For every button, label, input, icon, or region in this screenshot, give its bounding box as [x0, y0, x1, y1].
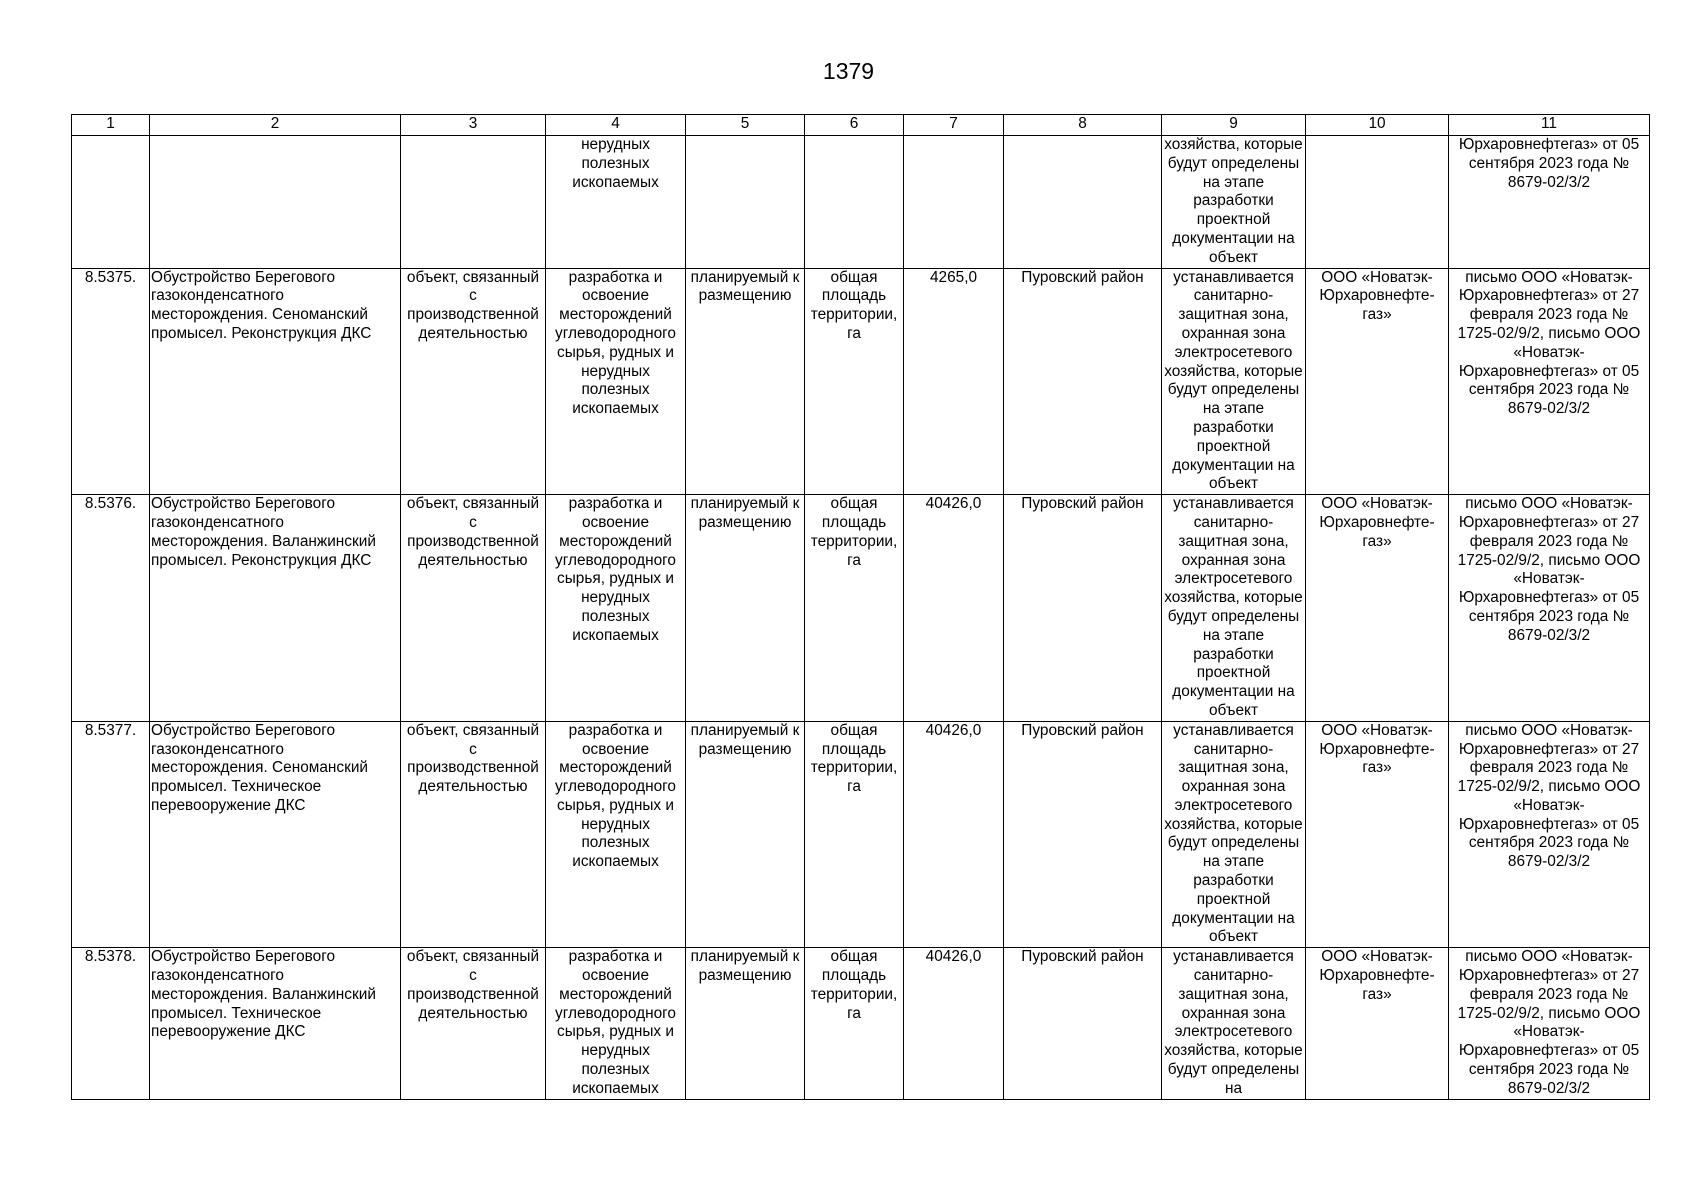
cell-purpose: разработка и освоение месторождений углеводородного сырья, рудных и нерудных полезных ископаемых	[546, 721, 686, 948]
cell-value: 40426,0	[904, 495, 1004, 722]
cell-status: планируемый к размещению	[686, 721, 805, 948]
cell-basis: письмо ООО «Новатэк-Юрхаровнефтегаз» от 27 февраля 2023 года № 1725-02/9/2, письмо ООО «Новатэк-Юрхаровнефтегаз» от 05 сентября 2023 года № 8679-02/3/2	[1449, 268, 1650, 495]
cell-status: планируемый к размещению	[686, 495, 805, 722]
cell-location: Пуровский район	[1004, 948, 1162, 1099]
column-header: 10	[1306, 115, 1449, 136]
cell-characteristic: общая площадь территории, га	[805, 268, 904, 495]
column-header: 5	[686, 115, 805, 136]
cell-zones: хозяйства, которые будут определены на этапе разработки проектной документации на объект	[1162, 136, 1306, 269]
cell-purpose: разработка и освоение месторождений углеводородного сырья, рудных и нерудных полезных ископаемых	[546, 495, 686, 722]
cell-name: Обустройство Берегового газоконденсатного месторождения. Валанжинский промысел. Реконструкция ДКС	[150, 495, 401, 722]
cell-characteristic: общая площадь территории, га	[805, 948, 904, 1099]
cell-zones: устанавливается санитарно-защитная зона, охранная зона электросетевого хозяйства, которые будут определены на этапе разработки проектной документации на объект	[1162, 495, 1306, 722]
cell-type: объект, связанный с производственной деятельностью	[401, 495, 546, 722]
table-row	[72, 268, 1650, 495]
cell-basis: письмо ООО «Новатэк-Юрхаровнефтегаз» от 27 февраля 2023 года № 1725-02/9/2, письмо ООО «Новатэк-Юрхаровнефтегаз» от 05 сентября 2023 года № 8679-02/3/2	[1449, 721, 1650, 948]
column-header: 2	[150, 115, 401, 136]
cell-name: Обустройство Берегового газоконденсатного месторождения. Сеноманский промысел. Техническое перевооружение ДКС	[150, 721, 401, 948]
cell-zones: устанавливается санитарно-защитная зона, охранная зона электросетевого хозяйства, которые будут определены на этапе разработки проектной документации на объект	[1162, 721, 1306, 948]
cell-empty	[904, 136, 1004, 269]
table-row	[72, 495, 1650, 722]
cell-type: объект, связанный с производственной деятельностью	[401, 268, 546, 495]
cell-characteristic: общая площадь территории, га	[805, 495, 904, 722]
column-header: 6	[805, 115, 904, 136]
cell-status: планируемый к размещению	[686, 948, 805, 1099]
cell-number: 8.5375.	[72, 268, 150, 495]
cell-value: 4265,0	[904, 268, 1004, 495]
cell-organization: ООО «Новатэк-Юрхаровнефте-газ»	[1306, 495, 1449, 722]
cell-zones: устанавливается санитарно-защитная зона, охранная зона электросетевого хозяйства, которые будут определены на	[1162, 948, 1306, 1099]
cell-number: 8.5376.	[72, 495, 150, 722]
cell-name: Обустройство Берегового газоконденсатного месторождения. Сеноманский промысел. Реконструкция ДКС	[150, 268, 401, 495]
cell-empty	[150, 136, 401, 269]
cell-location: Пуровский район	[1004, 721, 1162, 948]
cell-purpose: разработка и освоение месторождений углеводородного сырья, рудных и нерудных полезных ископаемых	[546, 948, 686, 1099]
column-header: 9	[1162, 115, 1306, 136]
cell-number: 8.5377.	[72, 721, 150, 948]
column-header: 3	[401, 115, 546, 136]
cell-location: Пуровский район	[1004, 495, 1162, 722]
cell-organization: ООО «Новатэк-Юрхаровнефте-газ»	[1306, 721, 1449, 948]
cell-status: планируемый к размещению	[686, 268, 805, 495]
cell-zones: устанавливается санитарно-защитная зона, охранная зона электросетевого хозяйства, которые будут определены на этапе разработки проектной документации на объект	[1162, 268, 1306, 495]
column-header: 4	[546, 115, 686, 136]
table-row	[72, 721, 1650, 948]
column-header: 1	[72, 115, 150, 136]
cell-purpose: нерудных полезных ископаемых	[546, 136, 686, 269]
cell-location: Пуровский район	[1004, 268, 1162, 495]
cell-basis: письмо ООО «Новатэк-Юрхаровнефтегаз» от 27 февраля 2023 года № 1725-02/9/2, письмо ООО «Новатэк-Юрхаровнефтегаз» от 05 сентября 2023 года № 8679-02/3/2	[1449, 495, 1650, 722]
cell-purpose: разработка и освоение месторождений углеводородного сырья, рудных и нерудных полезных ископаемых	[546, 268, 686, 495]
cell-characteristic: общая площадь территории, га	[805, 721, 904, 948]
header-row	[72, 115, 1650, 136]
cell-empty	[1306, 136, 1449, 269]
cell-value: 40426,0	[904, 721, 1004, 948]
registry-table	[71, 114, 1650, 1100]
column-header: 7	[904, 115, 1004, 136]
cell-type: объект, связанный с производственной деятельностью	[401, 721, 546, 948]
cell-name: Обустройство Берегового газоконденсатного месторождения. Валанжинский промысел. Техническое перевооружение ДКС	[150, 948, 401, 1099]
cell-empty	[805, 136, 904, 269]
cell-empty	[401, 136, 546, 269]
column-header: 11	[1449, 115, 1650, 136]
continuation-row	[72, 136, 1650, 269]
cell-organization: ООО «Новатэк-Юрхаровнефте-газ»	[1306, 268, 1449, 495]
cell-basis: Юрхаровнефтегаз» от 05 сентября 2023 года № 8679-02/3/2	[1449, 136, 1650, 269]
cell-empty	[1004, 136, 1162, 269]
column-header: 8	[1004, 115, 1162, 136]
table-row	[72, 948, 1650, 1099]
cell-organization: ООО «Новатэк-Юрхаровнефте-газ»	[1306, 948, 1449, 1099]
cell-value: 40426,0	[904, 948, 1004, 1099]
cell-basis: письмо ООО «Новатэк-Юрхаровнефтегаз» от 27 февраля 2023 года № 1725-02/9/2, письмо ООО «Новатэк-Юрхаровнефтегаз» от 05 сентября 2023 года № 8679-02/3/2	[1449, 948, 1650, 1099]
cell-type: объект, связанный с производственной деятельностью	[401, 948, 546, 1099]
cell-empty	[72, 136, 150, 269]
cell-number: 8.5378.	[72, 948, 150, 1099]
page-number: 1379	[822, 58, 875, 84]
cell-empty	[686, 136, 805, 269]
